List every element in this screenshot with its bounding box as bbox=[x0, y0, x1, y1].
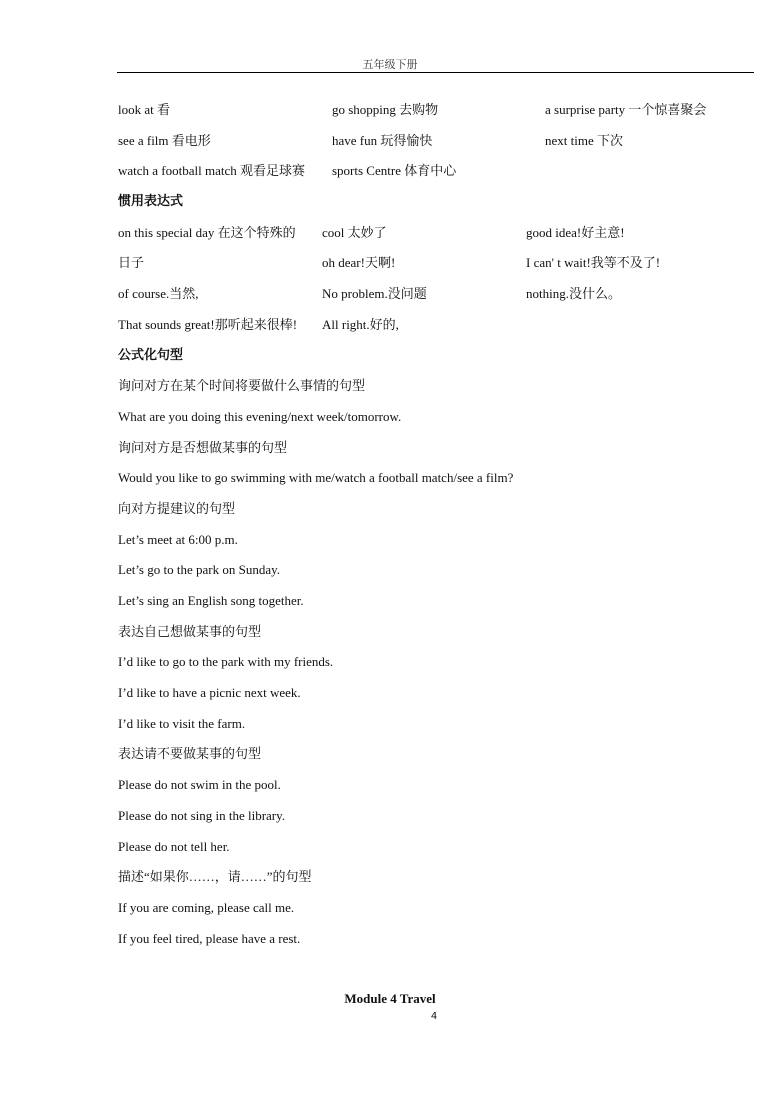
example-sentence: Please do not sing in the library. bbox=[118, 807, 286, 823]
expression: on this special day 在这个特殊的 bbox=[118, 224, 296, 240]
example-sentence: I’d like to go to the park with my friends. bbox=[118, 654, 334, 670]
phrase: have fun 玩得愉快 bbox=[332, 132, 433, 148]
example-sentence: Let’s go to the park on Sunday. bbox=[118, 562, 280, 578]
phrase-row bbox=[118, 130, 758, 161]
phrase: next time 下次 bbox=[545, 132, 623, 148]
expression: All right.好的, bbox=[322, 316, 399, 332]
expression-row bbox=[118, 314, 758, 345]
expression-row bbox=[118, 283, 758, 314]
expression: good idea!好主意! bbox=[526, 224, 625, 240]
phrase: see a film 看电形 bbox=[118, 132, 211, 148]
phrase: look at 看 bbox=[118, 102, 170, 117]
phrase-row bbox=[118, 99, 758, 130]
pattern-description: 表达自己想做某事的句型 bbox=[118, 623, 262, 639]
pattern-description: 描述“如果你……，请……”的句型 bbox=[118, 869, 312, 885]
pattern-description: 询问对方在某个时间将要做什么事情的句型 bbox=[118, 378, 366, 394]
expression: of course.当然, bbox=[118, 286, 199, 302]
phrase: sports Centre 体育中心 bbox=[332, 163, 457, 179]
section-heading-expressions: 惯用表达式 bbox=[118, 194, 184, 210]
expression-row bbox=[118, 222, 758, 253]
module-title: Module 4 Travel bbox=[344, 991, 436, 1006]
phrase: a surprise party 一个惊喜聚会 bbox=[545, 102, 707, 117]
expression: No problem.没问题 bbox=[322, 286, 427, 302]
example-sentence: Would you like to go swimming with me/watch a football match/see a film? bbox=[118, 470, 514, 486]
phrase bbox=[545, 160, 758, 191]
example-sentence: If you are coming, please call me. bbox=[118, 899, 295, 915]
example-sentence: Let’s meet at 6:00 p.m. bbox=[118, 531, 238, 547]
page-number: 4 bbox=[430, 1011, 438, 1022]
section-heading-patterns: 公式化句型 bbox=[118, 347, 184, 363]
expression bbox=[526, 314, 746, 345]
example-sentence: Please do not tell her. bbox=[118, 838, 230, 854]
page-content bbox=[118, 99, 758, 958]
expression: cool 太妙了 bbox=[322, 224, 387, 240]
example-sentence: I’d like to visit the farm. bbox=[118, 715, 246, 731]
pattern-description: 向对方提建议的句型 bbox=[118, 500, 236, 516]
phrase: watch a football match 观看足球赛 bbox=[118, 163, 306, 179]
expression: 日子 bbox=[118, 255, 145, 271]
example-sentence: What are you doing this evening/next week/tomorrow. bbox=[118, 408, 402, 424]
example-sentence: Let’s sing an English song together. bbox=[118, 593, 304, 608]
header-divider bbox=[117, 72, 754, 73]
expression: nothing.没什么。 bbox=[526, 286, 621, 302]
example-sentence: If you feel tired, please have a rest. bbox=[118, 930, 301, 946]
phrase: go shopping 去购物 bbox=[332, 102, 439, 117]
expression: oh dear!天啊! bbox=[322, 255, 396, 271]
pattern-description: 询问对方是否想做某事的句型 bbox=[118, 439, 288, 455]
pattern-description: 表达请不要做某事的句型 bbox=[118, 746, 262, 762]
page-header: 五年级下册 bbox=[362, 58, 418, 71]
expression: I can' t wait!我等不及了! bbox=[526, 255, 661, 271]
expression-row bbox=[118, 252, 758, 283]
example-sentence: I’d like to have a picnic next week. bbox=[118, 685, 301, 701]
example-sentence: Please do not swim in the pool. bbox=[118, 777, 281, 793]
expression: That sounds great!那听起来很棒! bbox=[118, 316, 298, 332]
phrase-row bbox=[118, 160, 758, 191]
